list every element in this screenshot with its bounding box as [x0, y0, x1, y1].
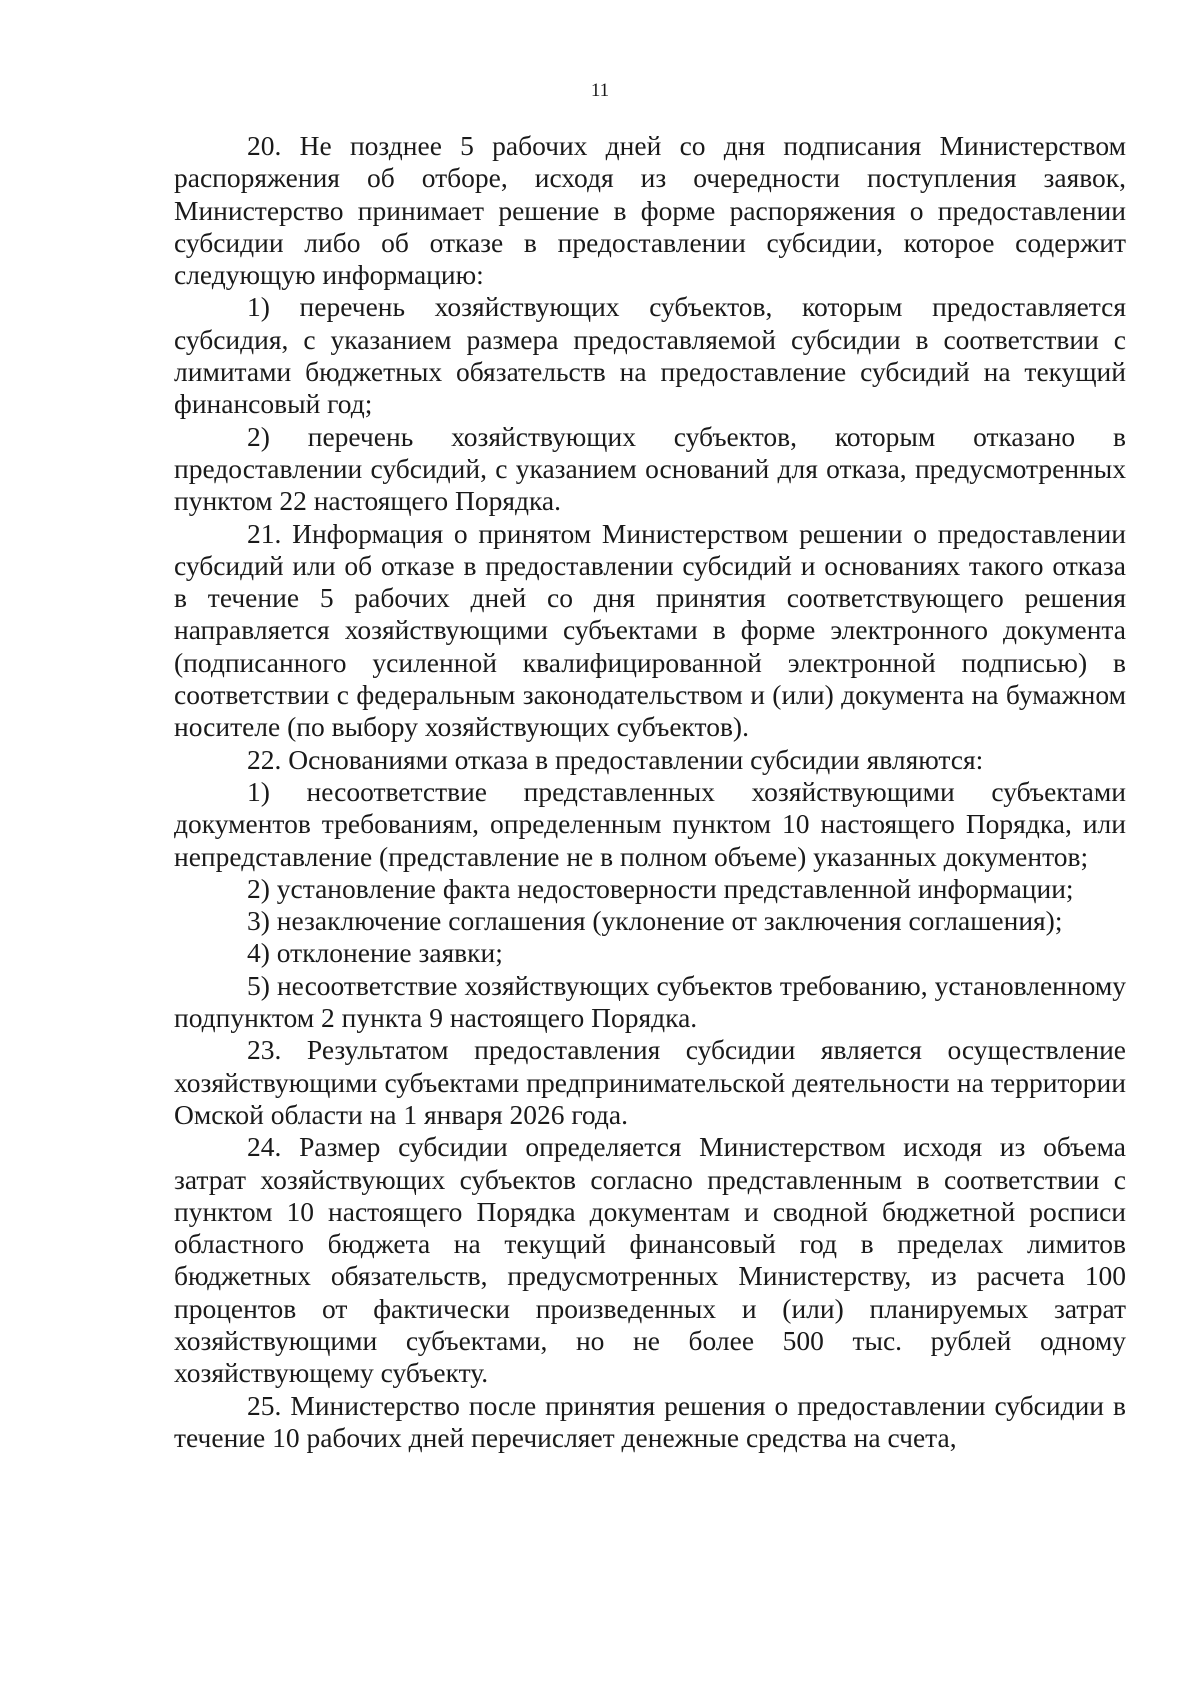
paragraph-22-item-3: 3) незаключение соглашения (уклонение от заключения соглашения); [247, 905, 1063, 937]
paragraph-22-item-4: 4) отклонение заявки; [247, 937, 503, 969]
paragraph-20: 20. Не позднее 5 рабочих дней со дня подписания Министерством распоряжения об отборе, исходя из очередности поступления заявок, Министерство принимает решение в форме распоряжения о предоставлении субсидии либо об отказе в предоставлении субсидии, которое содержит следующую информацию: [174, 130, 1126, 291]
paragraph-22-item-5: 5) несоответствие хозяйствующих субъектов требованию, установленному подпунктом 2 пункта 9 настоящего Порядка. [174, 969, 1126, 1034]
paragraph-25: 25. Министерство после принятия решения о предоставлении субсидии в течение 10 рабочих дней перечисляет денежные средства на счета, [174, 1389, 1126, 1453]
paragraph-20-item-2: 2) перечень хозяйствующих субъектов, которым отказано в предоставлении субсидий, с указанием оснований для отказа, предусмотренных пунктом 22 настоящего Порядка. [174, 420, 1126, 517]
paragraph-22: 22. Основаниями отказа в предоставлении субсидии являются: [247, 743, 984, 775]
paragraph-24: 24. Размер субсидии определяется Министерством исходя из объема затрат хозяйствующих субъектов согласно представленным в соответствии с пунктом 10 настоящего Порядка документам и сводной бюджетной росписи областного бюджета на текущий финансовый год в пределах лимитов бюджетных обязательств, предусмотренных Министерству, из расчета 100 процентов от фактически произведенных и (или) планируемых затрат хозяйствующими субъектами, но не более 500 тыс. рублей одному хозяйствующему субъекту. [174, 1131, 1126, 1389]
page-number: 11 [590, 80, 610, 101]
paragraph-22-item-2: 2) установление факта недостоверности представленной информации; [247, 872, 1074, 904]
paragraph-20-item-1: 1) перечень хозяйствующих субъектов, которым предоставляется субсидия, с указанием размера предоставляемой субсидии в соответствии с лимитами бюджетных обязательств на предоставление субсидий на текущий финансовый год; [174, 291, 1126, 420]
paragraph-22-item-1: 1) несоответствие представленных хозяйствующими субъектами документов требованиям, определенным пунктом 10 настоящего Порядка, или непредставление (представление не в полном объеме) указанных документов; [174, 775, 1126, 872]
paragraph-23: 23. Результатом предоставления субсидии является осуществление хозяйствующими субъектами предпринимательской деятельности на территории Омской области на 1 января 2026 года. [174, 1034, 1126, 1130]
document-body [174, 130, 1126, 1454]
paragraph-21: 21. Информация о принятом Министерством решении о предоставлении субсидий или об отказе в предоставлении субсидий и основаниях такого отказа в течение 5 рабочих дней со дня принятия соответствующего решения направляется хозяйствующими субъектами в форме электронного документа (подписанного усиленной квалифицированной электронной подписью) в соответствии с федеральным законодательством и (или) документа на бумажном носителе (по выбору хозяйствующих субъектов). [174, 517, 1126, 743]
